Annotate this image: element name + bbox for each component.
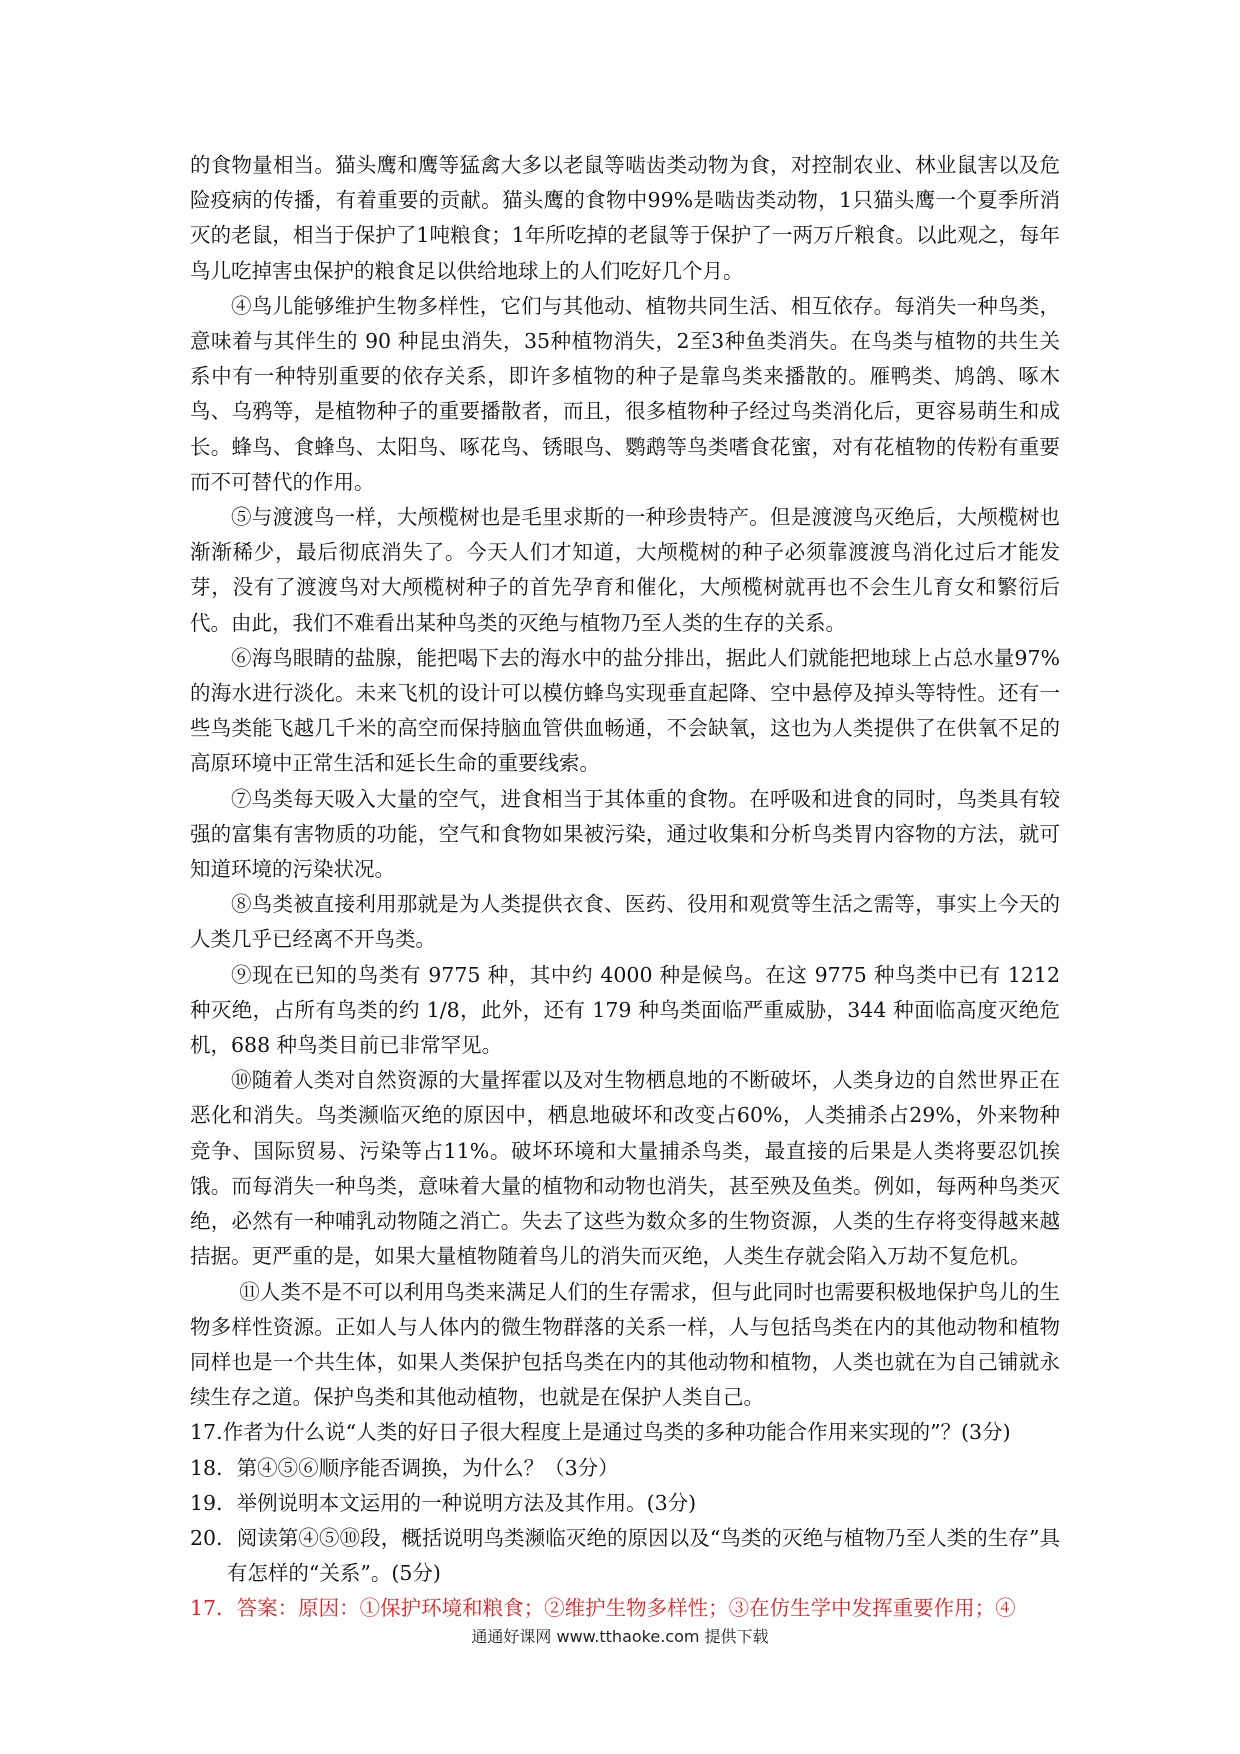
- paragraph-5: ⑤与渡渡鸟一样，大颅榄树也是毛里求斯的一种珍贵特产。但是渡渡鸟灭绝后，大颅榄树也渐渐稀少，最后彻底消失了。今天人们才知道，大颅榄树的种子必须靠渡渡鸟消化过后才能发芽，没有了渡渡鸟对大颅榄树种子的首先孕育和催化，大颅榄树就再也不会生儿育女和繁衍后代。由此，我们不难看出某种鸟类的灭绝与植物乃至人类的生存的关系。: [190, 505, 1060, 635]
- paragraph-7: ⑦鸟类每天吸入大量的空气，进食相当于其体重的食物。在呼吸和进食的同时，鸟类具有较强的富集有害物质的功能，空气和食物如果被污染，通过收集和分析鸟类胃内容物的方法，就可知道环境的污染状况。: [190, 786, 1060, 882]
- answer-17: 17．答案：原因：①保护环境和粮食；②维护生物多样性；③在仿生学中发挥重要作用；④: [190, 1596, 1016, 1621]
- question-18: 18．第④⑤⑥顺序能否调换，为什么？（3分）: [190, 1455, 619, 1480]
- paragraph-8: ⑧鸟类被直接利用那就是为人类提供衣食、医药、役用和观赏等生活之需等，事实上今天的人类几乎已经离不开鸟类。: [190, 892, 1060, 952]
- paragraph-6: ⑥海鸟眼睛的盐腺，能把喝下去的海水中的盐分排出，据此人们就能把地球上占总水量97%的海水进行淡化。未来飞机的设计可以模仿蜂鸟实现垂直起降、空中悬停及掉头等特性。还有一些鸟类能飞越几千米的高空而保持脑血管供血畅通，不会缺氧，这也为人类提供了在供氧不足的高原环境中正常生活和延长生命的重要线索。: [190, 645, 1060, 776]
- paragraph-10: ⑩随着人类对自然资源的大量挥霍以及对生物栖息地的不断破坏，人类身边的自然世界正在恶化和消失。鸟类濒临灭绝的原因中，栖息地破坏和改变占60%，人类捕杀占29%，外来物种竞争、国际贸易、污染等占11%。破坏环境和大量捕杀鸟类，最直接的后果是人类将要忍饥挨饿。而每消失一种鸟类，意味着大量的植物和动物也消失，甚至殃及鱼类。例如，每两种鸟类灭绝，必然有一种哺乳动物随之消亡。失去了这些为数众多的生物资源，人类的生存将变得越来越拮据。更严重的是，如果大量植物随着鸟儿的消失而灭绝，人类生存就会陷入万劫不复危机。: [190, 1068, 1060, 1269]
- paragraph-9: ⑨现在已知的鸟类有 9775 种，其中约 4000 种是候鸟。在这 9775 种鸟类中已有 1212 种灭绝，占所有鸟类的约 1/8，此外，还有 179 种鸟类面临严重威胁，344 种面临高度灭绝危机，688 种鸟类目前已非常罕见。: [190, 962, 1060, 1058]
- footer-credit: 通通好课网 www.tthaoke.com 提供下载: [471, 1627, 769, 1646]
- paragraph-11: ⑪人类不是不可以利用鸟类来满足人们的生存需求，但与此同时也需要积极地保护鸟儿的生物多样性资源。正如人与人体内的微生物群落的关系一样，人与包括鸟类在内的其他动物和植物同样也是一个共生体，如果人类保护包括鸟类在内的其他动物和植物，人类也就在为自己铺就永续生存之道。保护鸟类和其他动植物，也就是在保护人类自己。: [190, 1279, 1060, 1410]
- question-20: 20．阅读第④⑤⑩段，概括说明鸟类濒临灭绝的原因以及“鸟类的灭绝与植物乃至人类的生存”具有怎样的“关系”。(5分): [190, 1525, 1060, 1586]
- question-19: 19．举例说明本文运用的一种说明方法及其作用。(3分): [190, 1490, 697, 1515]
- paragraph-4: ④鸟儿能够维护生物多样性，它们与其他动、植物共同生活、相互依存。每消失一种鸟类，意味着与其伴生的 90 种昆虫消失，35种植物消失，2至3种鱼类消失。在鸟类与植物的共生关系中有一种特别重要的依存关系，即许多植物的种子是靠鸟类来播散的。雁鸭类、鸠鸽、啄木鸟、乌鸦等，是植物种子的重要播散者，而且，很多植物种子经过鸟类消化后，更容易萌生和成长。蜂鸟、食蜂鸟、太阳鸟、啄花鸟、锈眼鸟、鹦鹉等鸟类嗜食花蜜，对有花植物的传粉有重要而不可替代的作用。: [190, 293, 1060, 494]
- document-body: [190, 148, 1060, 1627]
- paragraph-continued: 的食物量相当。猫头鹰和鹰等猛禽大多以老鼠等啮齿类动物为食，对控制农业、林业鼠害以及危险疫病的传播，有着重要的贡献。猫头鹰的食物中99%是啮齿类动物，1只猫头鹰一个夏季所消灭的老鼠，相当于保护了1吨粮食；1年所吃掉的老鼠等于保护了一两万斤粮食。以此观之，每年鸟儿吃掉害虫保护的粮食足以供给地球上的人们吃好几个月。: [190, 153, 1060, 283]
- question-17: 17.作者为什么说“人类的好日子很大程度上是通过鸟类的多种功能合作用来实现的”？(3分): [190, 1420, 1011, 1445]
